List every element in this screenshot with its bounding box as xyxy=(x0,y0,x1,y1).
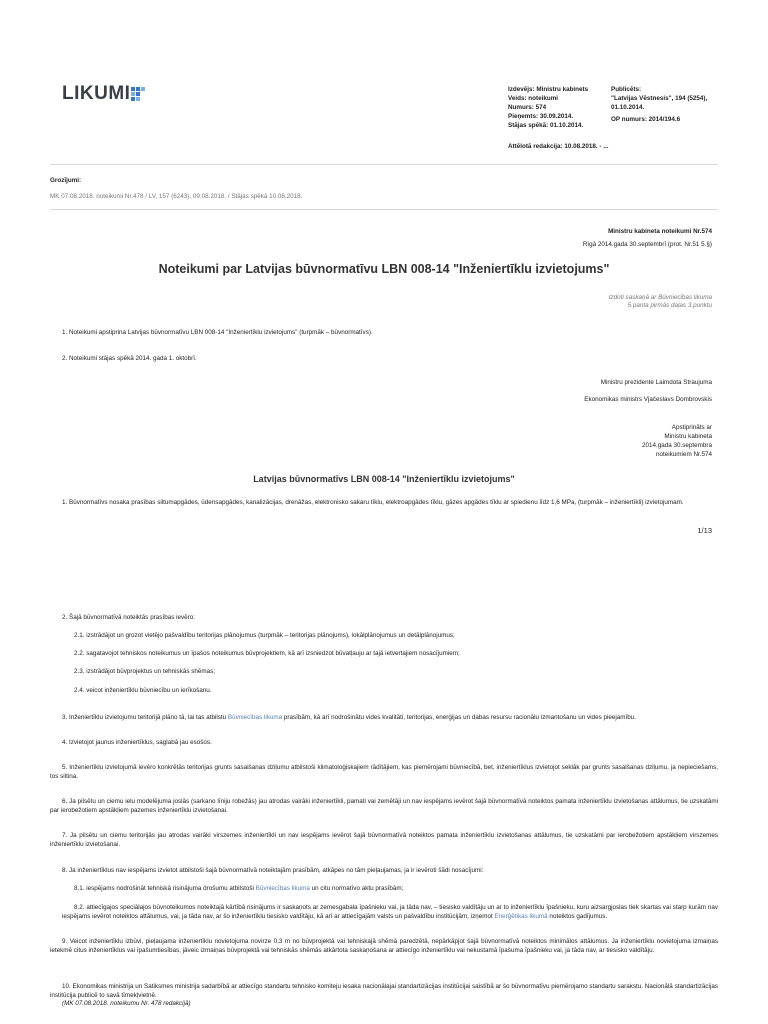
issued-line-2: 5.panta pirmās daļas 3.punktu xyxy=(627,302,712,309)
section-title: Latvijas būvnormatīvs LBN 008-14 "Inženiertīklu izvietojums" xyxy=(253,474,515,484)
publisher: Izdevējs: Ministru kabinets xyxy=(508,86,589,93)
doc-title: Noteikumi par Latvijas būvnormatīvu LBN 008-14 "Inženiertīklu izvietojums" xyxy=(158,262,610,276)
b3-law-link[interactable]: Būvniecības likuma xyxy=(227,714,283,721)
signature-pm: Ministru prezidente Laimdota Straujuma xyxy=(600,379,712,386)
doc-number: Numurs: 574 xyxy=(508,104,547,111)
paragraph-b8-1 xyxy=(74,884,403,893)
b8-2-text-pre: 8.2. attiecīgajos speciālajos būvnoteikumos noteiktajā kārtībā risinājums ir saskaņots ar zemesgabala īpašnieku vai, ja tāda nav, – tiesisko valdītāju un ar to inženiertīklu īpašnieku, kuru aizsargjoslas tiek skartas vai starp kurām nav iespējams ievērot noteiktos attālumus, vai, ja tāda nav, ar šo inženiertīklu tiesisko valdītāju, kā arī ar attiecīgajām valsts un pašvaldību institūcijām, izņemot xyxy=(62,904,718,920)
shown-edition: Attēlotā redakcija: 10.08.2018. - ... xyxy=(508,143,609,150)
b8-1-text-post: un citu normatīvo aktu prasībām; xyxy=(309,885,404,892)
approved-line-1: Apstiprināts ar xyxy=(671,424,712,431)
paragraph-b2-2: 2.2. sagatavojot tehniskos noteikumus un īpašos noteikumus būvprojektiem, kā arī izsniedzot būvatļauju ar tajā ietvertajiem nosacījumiem; xyxy=(74,650,460,657)
paragraph-b10: 10. Ekonomikas ministrija un Satiksmes ministrija sadarbībā ar attiecīgo standartu tehnisko komiteju iesaka nacionālajai standartizācijas institūcijai saistībā ar šo būvnormatīvu piemērojamo standartu sarakstu. Nacionālā standartizācijas institūcija publicē to savā tīmekļvietnē. xyxy=(50,983,718,999)
approved-line-3: 2014.gada 30.septembra xyxy=(641,442,712,449)
paragraph-b5: 5. Inženiertīklu izvietojumā ievēro konkrētās teritorijas grunts sasalšanas dziļumu atbilstoši klimatoloģiskajiem rādītājiem, kas piemērojami būvniecībā, bet, inženiertīklus izvietojot seklāk par grunts sasalšanas dziļumu, ja nepieciešams, tos siltina. xyxy=(50,764,718,780)
doc-type: Veids: noteikumi xyxy=(508,95,559,102)
amendments-label: Grozījumi: xyxy=(50,177,82,184)
effective-date: Stājas spēkā: 01.10.2014. xyxy=(508,122,584,129)
paragraph-b8-2 xyxy=(62,903,718,921)
b8-2-law-link[interactable]: Enerģētikas likumā xyxy=(494,913,548,920)
b10-edition-note: (MK 07.08.2018. noteikumu Nr. 478 redakcijā) xyxy=(62,1000,191,1007)
paragraph-b2-3: 2.3. izstrādājot būvprojektus un tehniskās shēmas; xyxy=(74,668,216,675)
logo-mark-icon xyxy=(131,86,145,100)
b8-1-text-pre: 8.1. iespējams nodrošināt tehniskā risinājuma drošumu atbilstoši xyxy=(74,885,256,892)
adopted-date: Pieņemts: 30.09.2014. xyxy=(508,113,574,120)
paragraph-b1: 1. Būvnormatīvs nosaka prasības siltumapgādes, ūdensapgādes, kanalizācijas, drenāžas, elektronisko sakaru tīklu, elektroapgādes tīklu, gāzes apgādes tīklu ar spiedienu līdz 1,6 MPa, (turpmāk – inženiertīkli) izvietojumam. xyxy=(62,499,684,506)
approved-block xyxy=(642,423,712,459)
page-number: 1/13 xyxy=(697,526,712,535)
publication-info xyxy=(611,85,741,124)
b8-2-text-post: noteiktos gadījumus. xyxy=(547,913,608,920)
likumi-logo[interactable] xyxy=(62,83,145,105)
doc-place-date: Rīgā 2014.gada 30.septembrī (prot. Nr.51 5.§) xyxy=(582,241,712,248)
signature-minister: Ekonomikas ministrs Vjačeslavs Dombrovskis xyxy=(584,396,712,403)
doc-ref: Ministru kabineta noteikumi Nr.574 xyxy=(608,228,712,235)
amendments-text[interactable]: MK 07.08.2018. noteikumi Nr.478 / LV, 157 (6243), 09.08.2018. / Stājas spēkā 10.08.2018. xyxy=(50,193,303,200)
logo-text: LIKUMI xyxy=(62,83,131,104)
published-source: "Latvijas Vēstnesis", 194 (5254), xyxy=(611,95,708,102)
paragraph-b2-1: 2.1. izstrādājot un grozot vietējo pašvaldību teritorijas plānojumus (turpmāk – teritorijas plānojums), lokālplānojumus un detālplānojumus; xyxy=(74,632,455,639)
paragraph-b6: 6. Ja pilsētu un ciemu ielu modelējuma joslās (sarkano līniju robežās) jau atrodas vairāki inženiertīkli, pamati vai zemētāji un nav iespējams ievērot šajā būvnormatīvā noteiktos pamata inženiertīklu izvietošanas attālumus, tie uzskatāmi par ierobežotiem apstākļiem pazemes inženiertīklu izvietošanai. xyxy=(50,798,718,814)
published-date: 01.10.2014. xyxy=(611,104,645,111)
b3-text-pre: 3. Inženiertīklu izvietojumu teritorijā plāno tā, lai tas atbilstu xyxy=(62,714,228,721)
approved-line-2: Ministru kabineta xyxy=(664,433,712,440)
paragraph-b2: 2. Šajā būvnormatīvā noteiktās prasības ievēro: xyxy=(62,614,196,621)
divider-mid xyxy=(50,209,718,210)
paragraph-b3 xyxy=(62,713,636,722)
b3-text-post: prasībām, kā arī nodrošinātu vides kvalitāti, teritorijas, enerģijas un dabas resursu racionālu izmantošanu un vides pieejamību. xyxy=(282,714,637,721)
published-label: Publicēts: xyxy=(611,86,642,93)
paragraph-b4: 4. Izvietojot jaunus inženiertīklus, saglabā jau esošos. xyxy=(62,739,212,746)
paragraph-b9: 9. Veicot inženiertīklu izbūvi, pieļaujama inženiertīklu novietojuma novirze 0,3 m no būvprojektā vai tehniskajā shēmā paredzētā, nepārkāpjot šajā būvnormatīvā noteiktos minimālos attālumus. Ja inženiertīklu novietojuma izmaiņas ietekmē citus inženiertīklus vai īpašumtiesības, jāveic izmaiņas būvprojektā vai tehniskās shēmās atkārtota saskaņošana ar attiecīgo inženiertīklu vai nekustamā īpašuma īpašnieku vai, ja tāda nav, ar tiesisko valdītāju. xyxy=(50,938,718,954)
b8-1-law-link[interactable]: Būvniecības likuma xyxy=(255,885,310,892)
paragraph-b2-4: 2.4. veicot inženiertīklu būvniecību un ierīkošanu. xyxy=(74,687,212,694)
issued-line-1: Izdoti saskaņā ar Būvniecības likuma xyxy=(608,294,712,301)
paragraph-1: 1. Noteikumi apstiprina Latvijas būvnormatīvu LBN 008-14 "Inženiertīklu izvietojums" (turpmāk – būvnormatīvs). xyxy=(62,329,373,336)
divider-top xyxy=(50,164,718,165)
paragraph-b8: 8. Ja inženiertīklus nav iespējams izvietot atbilstoši šajā būvnormatīvā noteiktajām prasībām, atkāpes no tām pieļaujamas, ja ir ievēroti šādi nosacījumi: xyxy=(62,867,484,874)
publisher-info xyxy=(508,85,618,130)
paragraph-b7: 7. Ja pilsētu un ciemu teritorijās jau atrodas vairāki virszemes inženiertīkli un nav iespējams ievērot šajā būvnormatīvā noteiktos pamata inženiertīklu izvietošanas attālumus, tie uzskatāmi par ierobežotiem apstākļiem virszemes inženiertīklu izvietošanai. xyxy=(50,832,718,848)
paragraph-2: 2. Noteikumi stājas spēkā 2014. gada 1. oktobrī. xyxy=(62,355,197,362)
op-number: OP numurs: 2014/194.6 xyxy=(611,116,681,123)
approved-line-4: noteikumiem Nr.574 xyxy=(656,451,712,458)
